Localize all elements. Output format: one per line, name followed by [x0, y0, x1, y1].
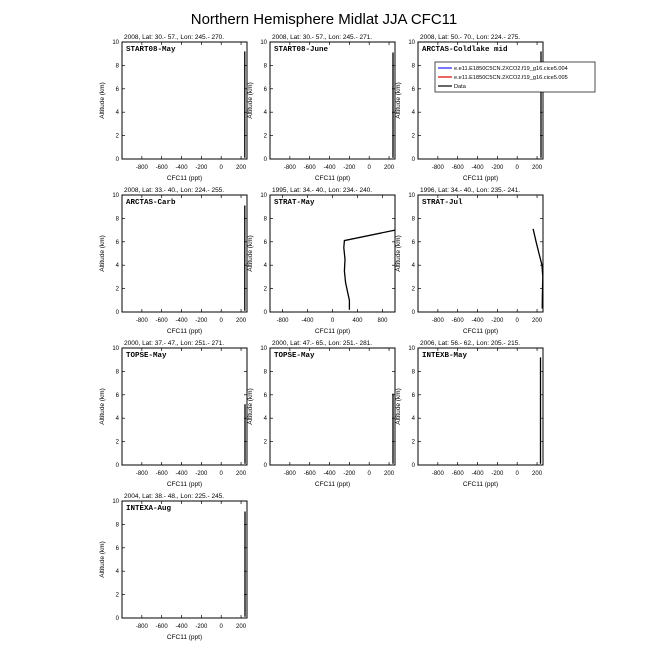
x-tick-label: -600 [155, 165, 168, 171]
y-tick-label: 2 [115, 286, 119, 293]
x-tick-label: 200 [532, 471, 543, 477]
y-tick-label: 6 [115, 86, 119, 93]
y-tick-label: 8 [411, 216, 415, 223]
x-tick-label: 0 [367, 471, 371, 477]
x-tick-label: -400 [175, 471, 188, 477]
y-tick-label: 6 [263, 392, 267, 399]
x-tick-label: -200 [195, 624, 208, 630]
y-tick-label: 10 [408, 346, 415, 352]
plot-frame [122, 501, 247, 618]
y-tick-label: 4 [411, 416, 415, 423]
x-tick-label: -800 [283, 165, 296, 171]
y-tick-label: 4 [115, 569, 119, 576]
y-tick-label: 4 [115, 110, 119, 117]
panel-title: ARCTAS-Carb [126, 199, 176, 207]
y-tick-label: 2 [263, 133, 267, 140]
panel-3 [395, 34, 595, 182]
x-tick-label: -200 [343, 165, 356, 171]
y-tick-label: 4 [263, 263, 267, 270]
panel-subtitle: 2000, Lat: 37.- 47., Lon: 251.- 271. [124, 340, 225, 347]
panel-title: STRAT-Jul [422, 199, 463, 207]
y-tick-label: 10 [112, 40, 119, 46]
panel-10 [99, 493, 247, 641]
x-tick-label: -200 [491, 471, 504, 477]
x-tick-label: -200 [343, 471, 356, 477]
x-axis-label: CFC11 (ppt) [462, 175, 499, 182]
y-axis-label: Altitude (km) [395, 235, 402, 272]
x-tick-label: -600 [451, 471, 464, 477]
x-tick-label: -800 [431, 471, 444, 477]
x-tick-label: -400 [323, 471, 336, 477]
y-tick-label: 8 [115, 63, 119, 70]
panel-1 [99, 34, 247, 182]
y-tick-label: 0 [263, 463, 267, 469]
x-tick-label: -400 [471, 318, 484, 324]
y-tick-label: 4 [115, 416, 119, 423]
y-axis-label: Altitude (km) [247, 388, 254, 425]
data-series-line [533, 229, 543, 309]
x-axis-label: CFC11 (ppt) [462, 481, 499, 488]
panel-title: INTEXB-May [422, 352, 468, 360]
x-axis-label: CFC11 (ppt) [314, 328, 351, 335]
y-tick-label: 2 [263, 286, 267, 293]
x-axis-label: CFC11 (ppt) [166, 175, 203, 182]
x-axis-label: CFC11 (ppt) [166, 481, 203, 488]
y-tick-label: 0 [115, 157, 119, 163]
y-axis-label: Altitude (km) [395, 82, 402, 119]
x-axis-label: CFC11 (ppt) [314, 175, 351, 182]
x-tick-label: -800 [135, 318, 148, 324]
y-tick-label: 0 [411, 157, 415, 163]
y-tick-label: 4 [263, 110, 267, 117]
panel-9 [395, 340, 543, 488]
x-tick-label: 0 [515, 471, 519, 477]
y-tick-label: 0 [411, 310, 415, 316]
y-tick-label: 8 [263, 63, 267, 70]
x-tick-label: -600 [303, 165, 316, 171]
figure-title: Northern Hemisphere Midlat JJA CFC11 [190, 11, 458, 28]
x-tick-label: -800 [135, 471, 148, 477]
x-tick-label: -600 [451, 165, 464, 171]
x-tick-label: -800 [135, 165, 148, 171]
panel-title: ARCTAS-Coldlake mid [422, 46, 508, 54]
y-tick-label: 6 [115, 545, 119, 552]
legend [435, 62, 595, 92]
x-tick-label: -200 [195, 471, 208, 477]
x-tick-label: -600 [155, 624, 168, 630]
y-tick-label: 10 [408, 193, 415, 199]
x-tick-label: -400 [471, 471, 484, 477]
data-series-line [344, 230, 395, 310]
x-tick-label: -400 [175, 624, 188, 630]
y-tick-label: 6 [263, 86, 267, 93]
x-tick-label: 200 [532, 165, 543, 171]
panel-title: TOPSE-May [274, 352, 315, 360]
y-tick-label: 10 [260, 40, 267, 46]
panel-6 [395, 187, 543, 335]
x-tick-label: 400 [352, 318, 363, 324]
x-tick-label: 200 [384, 165, 395, 171]
x-tick-label: 200 [236, 471, 247, 477]
y-tick-label: 10 [112, 193, 119, 199]
x-tick-label: 200 [532, 318, 543, 324]
x-axis-label: CFC11 (ppt) [166, 634, 203, 641]
x-tick-label: 200 [236, 624, 247, 630]
y-axis-label: Altitude (km) [99, 541, 106, 578]
x-tick-label: -200 [195, 318, 208, 324]
y-tick-label: 6 [263, 239, 267, 246]
x-tick-label: 800 [377, 318, 388, 324]
panel-5 [247, 187, 395, 335]
x-tick-label: -200 [491, 165, 504, 171]
x-tick-label: -600 [155, 318, 168, 324]
x-axis-label: CFC11 (ppt) [166, 328, 203, 335]
plot-frame [418, 42, 543, 159]
x-tick-label: -800 [276, 318, 289, 324]
y-tick-label: 8 [115, 369, 119, 376]
x-tick-label: -200 [195, 165, 208, 171]
plot-frame [418, 348, 543, 465]
panel-subtitle: 2008, Lat: 30.- 57., Lon: 245.- 270. [124, 34, 225, 41]
y-tick-label: 2 [115, 439, 119, 446]
legend-label: Data [454, 84, 466, 90]
panel-subtitle: 2008, Lat: 33.- 40., Lon: 224.- 255. [124, 187, 225, 194]
x-tick-label: 0 [367, 165, 371, 171]
x-tick-label: 0 [219, 165, 223, 171]
x-tick-label: -200 [491, 318, 504, 324]
x-tick-label: -400 [301, 318, 314, 324]
y-tick-label: 0 [411, 463, 415, 469]
y-tick-label: 8 [263, 216, 267, 223]
panel-4 [99, 187, 247, 335]
x-tick-label: -800 [135, 624, 148, 630]
legend-label: e.e11.E1850C5CN.2XCO2.f19_g16.cice5.005 [454, 75, 568, 81]
x-tick-label: -800 [431, 165, 444, 171]
y-tick-label: 4 [411, 263, 415, 270]
panel-subtitle: 2008, Lat: 50.- 70., Lon: 224.- 275. [420, 34, 521, 41]
y-tick-label: 4 [263, 416, 267, 423]
y-tick-label: 2 [411, 133, 415, 140]
x-tick-label: 200 [236, 165, 247, 171]
plot-frame [270, 42, 395, 159]
panels [99, 34, 595, 641]
y-tick-label: 10 [260, 346, 267, 352]
x-tick-label: -800 [431, 318, 444, 324]
x-tick-label: -800 [283, 471, 296, 477]
x-tick-label: -400 [323, 165, 336, 171]
panel-title: TOPSE-May [126, 352, 167, 360]
panel-subtitle: 2008, Lat: 30.- 57., Lon: 245.- 271. [272, 34, 373, 41]
panel-subtitle: 2004, Lat: 38.- 48., Lon: 225.- 245. [124, 493, 225, 500]
y-tick-label: 8 [411, 63, 415, 70]
legend-label: e.e11.E1850C5CN.2XCO2.f19_g16.cice5.004 [454, 66, 568, 72]
y-tick-label: 8 [411, 369, 415, 376]
y-axis-label: Altitude (km) [99, 235, 106, 272]
y-axis-label: Altitude (km) [99, 388, 106, 425]
y-tick-label: 2 [411, 439, 415, 446]
plot-frame [270, 348, 395, 465]
x-tick-label: 200 [236, 318, 247, 324]
x-tick-label: -600 [303, 471, 316, 477]
y-tick-label: 10 [112, 346, 119, 352]
panel-subtitle: 2006, Lat: 56.- 62., Lon: 205.- 215. [420, 340, 521, 347]
y-tick-label: 8 [115, 216, 119, 223]
y-tick-label: 8 [115, 522, 119, 529]
y-tick-label: 2 [115, 133, 119, 140]
y-tick-label: 10 [408, 40, 415, 46]
plot-frame [122, 195, 247, 312]
y-tick-label: 2 [263, 439, 267, 446]
x-tick-label: 0 [219, 318, 223, 324]
plot-frame [418, 195, 543, 312]
y-tick-label: 0 [263, 157, 267, 163]
panel-7 [99, 340, 247, 488]
y-tick-label: 0 [115, 310, 119, 316]
x-tick-label: -400 [175, 165, 188, 171]
y-tick-label: 6 [411, 392, 415, 399]
panel-title: START08-June [274, 46, 329, 54]
y-axis-label: Altitude (km) [247, 235, 254, 272]
plot-frame [122, 42, 247, 159]
x-axis-label: CFC11 (ppt) [314, 481, 351, 488]
panel-subtitle: 1996, Lat: 34.- 40., Lon: 235.- 241. [420, 187, 521, 194]
panel-title: INTEXA-Aug [126, 505, 172, 513]
x-tick-label: -400 [471, 165, 484, 171]
y-tick-label: 0 [115, 463, 119, 469]
panel-title: STRAT-May [274, 199, 315, 207]
x-tick-label: 0 [330, 318, 335, 324]
y-axis-label: Altitude (km) [247, 82, 254, 119]
y-axis-label: Altitude (km) [99, 82, 106, 119]
y-tick-label: 10 [260, 193, 267, 199]
x-axis-label: CFC11 (ppt) [462, 328, 499, 335]
panel-title: START08-May [126, 46, 176, 54]
y-tick-label: 4 [115, 263, 119, 270]
x-tick-label: 0 [515, 318, 519, 324]
y-tick-label: 2 [115, 592, 119, 599]
y-tick-label: 6 [115, 392, 119, 399]
y-axis-label: Altitude (km) [395, 388, 402, 425]
panel-2 [247, 34, 395, 182]
y-tick-label: 0 [263, 310, 267, 316]
y-tick-label: 10 [112, 499, 119, 505]
plot-frame [270, 195, 395, 312]
panel-subtitle: 1995, Lat: 34.- 40., Lon: 234.- 240. [272, 187, 373, 194]
y-tick-label: 4 [411, 110, 415, 117]
x-tick-label: 0 [515, 165, 519, 171]
x-tick-label: 0 [219, 624, 223, 630]
x-tick-label: -600 [155, 471, 168, 477]
y-tick-label: 8 [263, 369, 267, 376]
y-tick-label: 2 [411, 286, 415, 293]
x-tick-label: -600 [451, 318, 464, 324]
x-tick-label: 200 [384, 471, 395, 477]
panel-8 [247, 340, 395, 488]
y-tick-label: 0 [115, 616, 119, 622]
x-tick-label: -400 [175, 318, 188, 324]
y-tick-label: 6 [115, 239, 119, 246]
y-tick-label: 6 [411, 239, 415, 246]
x-tick-label: 0 [219, 471, 223, 477]
panel-subtitle: 2000, Lat: 47.- 65., Lon: 251.- 281. [272, 340, 373, 347]
y-tick-label: 6 [411, 86, 415, 93]
plot-frame [122, 348, 247, 465]
